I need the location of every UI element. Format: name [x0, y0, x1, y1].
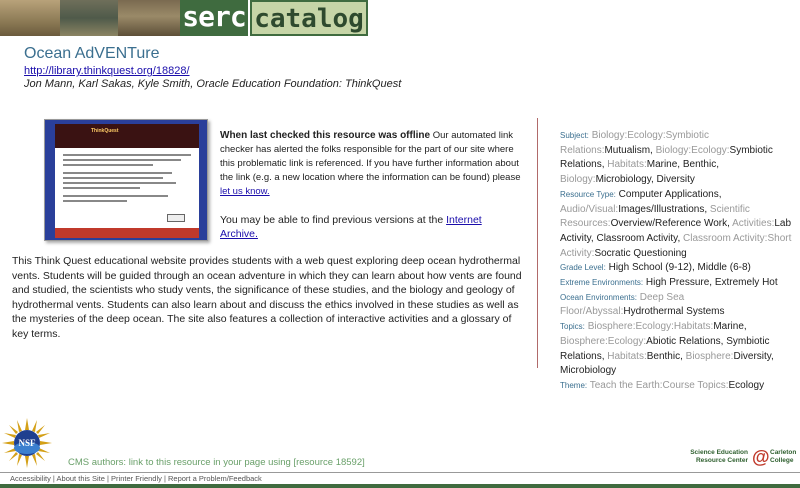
topics-value[interactable]: Benthic: [646, 350, 681, 362]
banner-photo: [0, 0, 60, 36]
resource-type-value[interactable]: Socratic Questioning: [594, 247, 687, 259]
thumbnail-header: [55, 124, 199, 148]
resource-description: This Think Quest educational website provides students with a web quest exploring deep ocean hydrothermal vents. Students will be guided through an ocean adventure in which they can learn about how vents are found and studied, the scientists who study vents, the significance of these studies, and the biology and geology of hydrothermal vents. Students can also learn about and discuss the ethics involved in these studies as well as the mysteries of the deep ocean. The site also features a collection of interactive activities and a glossary of key terms.: [12, 255, 522, 340]
ocean-environments-value[interactable]: Hydrothermal Systems: [623, 306, 725, 318]
resource-url-link[interactable]: http://library.thinkquest.org/18828/: [24, 65, 190, 77]
extreme-environments-label: Extreme Environments:: [560, 278, 644, 288]
offline-notice: [220, 129, 525, 199]
subject-value[interactable]: Symbiotic Relations: [560, 144, 773, 171]
topics-label: Topics:: [560, 322, 585, 332]
topics-value[interactable]: Marine: [713, 321, 744, 333]
internet-archive-link[interactable]: Internet Archive.: [220, 214, 482, 240]
extreme-environments-value[interactable]: High Pressure, Extremely Hot: [645, 277, 778, 289]
resource-type-path[interactable]: Audio/Visual:: [560, 203, 619, 215]
footer-bar: [0, 484, 800, 488]
topics-path[interactable]: Habitats:: [607, 350, 647, 362]
offline-body: Our automated link checker has alerted the folks responsible for the part of our site where this problematic link is referenced. If you have further information about the link (e.g. a new location where the information can be found) please: [220, 130, 521, 183]
carleton-logo-text: Carleton College: [770, 449, 797, 464]
resource-type-path[interactable]: Classroom Activity:: [683, 232, 768, 244]
footer-links[interactable]: Accessibility | About this Site | Printer Friendly | Report a Problem/Feedback: [10, 474, 262, 483]
subject-value[interactable]: Microbiology, Diversity: [595, 174, 695, 186]
resource-metadata: Subject: Biology:Ecology:Symbiotic Relations:Mutualism, Biology:Ecology:Symbiotic Relations, Habitats:Marine, Benthic, Biology:Microbiology, Diversity Resource Type: Computer Applications, Audio/Visual:Images/Illustrations, Scientific Resources:Overview/Reference Work, Activities:Lab Activity, Classroom Activity, Classroom Activity:Short Activity:Socratic Questioning Grade Level: High School (9-12), Middle (6-8) Extreme Environments: High Pressure, Extremely Hot Ocean Environments: Deep Sea Floor/Abyssal:Hydrothermal Systems Topics: Biosphere:Ecology:Habitats:Marine, Biosphere:Ecology:Abiotic Relations, Symbiotic Relations, Habitats:Benthic, Biosphere:Diversity, Microbiology Theme: Teach the Earth:Course Topics:Ecology: [560, 130, 792, 391]
thumbnail-footer-bar: [55, 228, 199, 238]
catalog-logo-text[interactable]: catalog: [250, 0, 368, 36]
ocean-environments-path[interactable]: Deep Sea Floor/Abyssal:: [560, 291, 685, 318]
previous-versions-note: [220, 213, 510, 241]
grade-level-value[interactable]: High School (9-12), Middle (6-8): [608, 262, 751, 274]
at-symbol-icon: @: [752, 447, 770, 467]
resource-type-path[interactable]: Scientific Resources:: [560, 203, 750, 230]
banner-photo: [60, 0, 118, 36]
topics-value[interactable]: Abiotic Relations, Symbiotic Relations: [560, 335, 770, 362]
subject-path[interactable]: Biology:: [560, 174, 596, 186]
nsf-logo-icon[interactable]: [2, 418, 52, 468]
column-divider: [537, 118, 538, 368]
resource-type-path[interactable]: Activities:: [732, 218, 775, 230]
subject-label: Subject:: [560, 131, 589, 140]
banner-photos: [0, 0, 180, 36]
theme-path[interactable]: Teach the Earth:Course Topics:: [589, 379, 729, 391]
offline-heading: When last checked this resource was offline: [220, 130, 431, 141]
theme-value[interactable]: Ecology: [728, 379, 765, 391]
thumbnail-button: [167, 214, 185, 222]
previous-versions-text: You may be able to find previous versions at the: [220, 214, 447, 226]
topics-value[interactable]: Diversity, Microbiology: [560, 350, 774, 377]
resource-type-label: Resource Type:: [560, 189, 616, 199]
nsf-logo-text: NSF: [18, 438, 36, 448]
resource-type-value[interactable]: Computer Applications: [618, 188, 719, 200]
resource-authors: Jon Mann, Karl Sakas, Kyle Smith, Oracle Education Foundation: ThinkQuest: [24, 78, 402, 90]
topics-path[interactable]: Biosphere:Ecology:: [560, 335, 647, 347]
resource-type-value[interactable]: Overview/Reference Work: [610, 218, 728, 230]
thumbnail-brand: ThinkQuest: [91, 128, 119, 134]
serc-logo-text: Science Education Resource Center: [690, 449, 748, 464]
subject-value[interactable]: Mutualism: [604, 144, 651, 156]
resource-title: Ocean AdVENTure: [24, 45, 160, 62]
serc-catalog-banner[interactable]: [0, 0, 368, 36]
topics-path[interactable]: Biosphere:: [685, 350, 734, 362]
resource-type-path[interactable]: Short Activity:: [560, 232, 792, 259]
ocean-environments-label: Ocean Environments:: [560, 292, 637, 302]
subject-path[interactable]: Habitats:: [607, 159, 647, 171]
let-us-know-link[interactable]: let us know.: [220, 186, 270, 197]
theme-label: Theme:: [560, 380, 588, 390]
subject-path[interactable]: Biology:Ecology:: [655, 144, 730, 156]
subject-value[interactable]: Marine, Benthic: [646, 159, 717, 171]
subject-path[interactable]: Biology:Ecology:Symbiotic Relations:: [560, 130, 709, 156]
topics-path[interactable]: Biosphere:Ecology:Habitats:: [587, 321, 714, 333]
resource-type-value[interactable]: Lab Activity, Classroom Activity: [560, 218, 792, 244]
thumbnail-page: [55, 124, 199, 238]
cms-authors-note: CMS authors: link to this resource in your page using [resource 18592]: [68, 457, 365, 468]
grade-level-label: Grade Level:: [560, 263, 606, 273]
thumbnail-text-lines: [63, 154, 191, 205]
resource-thumbnail: [44, 119, 208, 241]
banner-photo: [118, 0, 180, 36]
serc-logo-text[interactable]: serc: [180, 0, 250, 36]
resource-type-value[interactable]: Images/Illustrations: [618, 203, 705, 215]
serc-carleton-logo[interactable]: [688, 447, 800, 471]
footer-divider: [0, 472, 800, 473]
